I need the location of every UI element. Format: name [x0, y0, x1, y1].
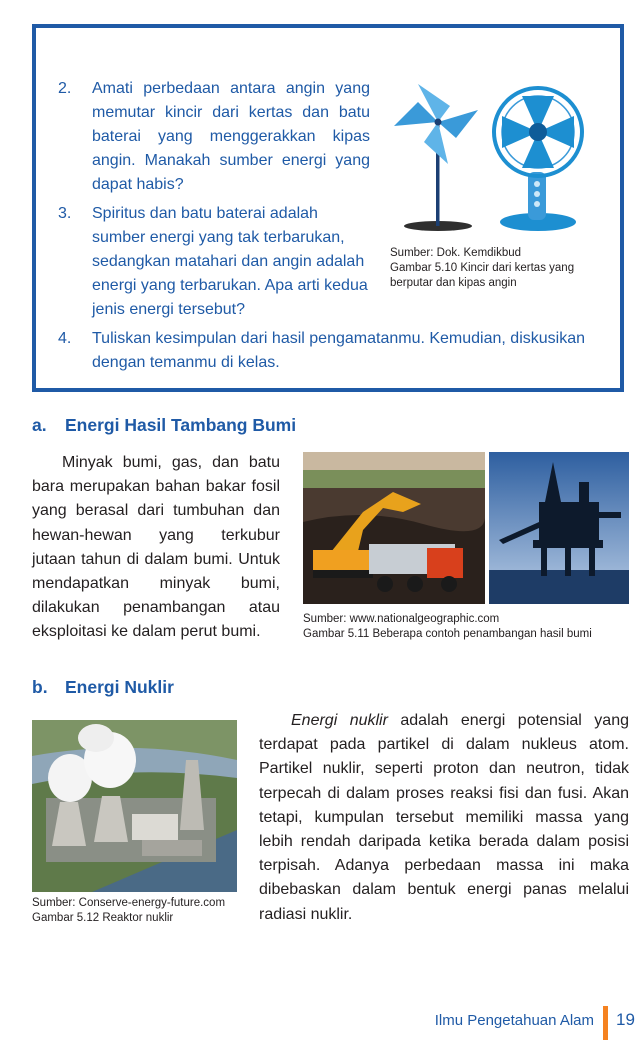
section-a-heading: [32, 415, 296, 436]
figure-source: Sumber: Conserve-energy-future.com: [32, 897, 226, 909]
figure-source: Sumber: Dok. Kemdikbud: [390, 247, 522, 259]
section-b-paragraph: [259, 709, 629, 927]
section-a-paragraph: [32, 451, 280, 645]
question-text: Amati perbedaan antara angin yang memutar kincir dari kertas dan batu baterai yang menggerakkan kipas angin. Manakah sumber energi yang dapat habis?: [92, 80, 370, 193]
question-number: 4.: [58, 330, 72, 347]
section-letter: b.: [32, 677, 48, 697]
figure-source: Sumber: www.nationalgeographic.com: [303, 613, 500, 625]
section-letter: a.: [32, 415, 47, 435]
section-b-heading: [32, 677, 174, 698]
footer-divider: [603, 1006, 608, 1040]
key-term: Energi nuklir: [291, 712, 388, 729]
question-3: [58, 202, 378, 322]
figure-caption: Gambar 5.12 Reaktor nuklir: [32, 912, 174, 924]
question-2: [58, 77, 378, 197]
figure-5-11-caption: [303, 612, 623, 642]
coal-mining-photo: [303, 452, 485, 604]
offshore-oil-rig-photo: [489, 452, 629, 604]
question-number: 2.: [58, 80, 72, 97]
question-text: Tuliskan kesimpulan dari hasil pengamatanmu. Kemudian, diskusikan dengan temanmu di kelas.: [92, 330, 585, 371]
paper-pinwheel: [394, 84, 478, 231]
figure-caption: Gambar 5.11 Beberapa contoh penambangan hasil bumi: [303, 628, 592, 640]
paragraph-text: adalah energi potensial yang terdapat pada partikel di dalam nukleus atom. Partikel nuklir, seperti proton dan neutron, tidak terpecah di dalam proses reaksi fisi dan fusi. Akan tetapi, kumpulan tersebut memiliki massa yang lebih rendah daripada ketika berada dalam posisi terpisah. Adanya perbedaan massa ini maka dibebaskan dalam bentuk energi panas melalui radiasi nuklir.: [259, 712, 629, 923]
figure-caption: Gambar 5.10 Kincir dari kertas yang berputar dan kipas angin: [390, 262, 575, 289]
figure-5-12-caption: [32, 896, 252, 926]
nuclear-reactor-photo: [32, 720, 237, 892]
question-text: Spiritus dan batu baterai adalah sumber energi yang tak terbarukan, sedangkan matahari dan angin adalah energi yang terbarukan. Apa arti kedua jenis energi tersebut?: [92, 205, 368, 318]
question-4: [58, 327, 618, 377]
section-title: Energi Nuklir: [65, 677, 174, 697]
pinwheel-and-fan-illustration: [388, 80, 588, 240]
footer-book-title: Ilmu Pengetahuan Alam: [434, 1012, 594, 1029]
section-title: Energi Hasil Tambang Bumi: [65, 415, 297, 435]
figure-5-10-caption: [390, 246, 595, 291]
question-number: 3.: [58, 205, 72, 222]
page-number: 19: [616, 1010, 635, 1029]
paragraph-text: Minyak bumi, gas, dan batu bara merupakan bahan bakar fosil yang berasal dari tumbuhan dan hewan-hewan yang terkubur jutaan tahun di dalam bumi. Untuk mendapatkan minyak bumi, dilakukan penambangan atau eksploitasi ke dalam perut bumi.: [32, 454, 280, 641]
electric-fan: [494, 88, 582, 231]
